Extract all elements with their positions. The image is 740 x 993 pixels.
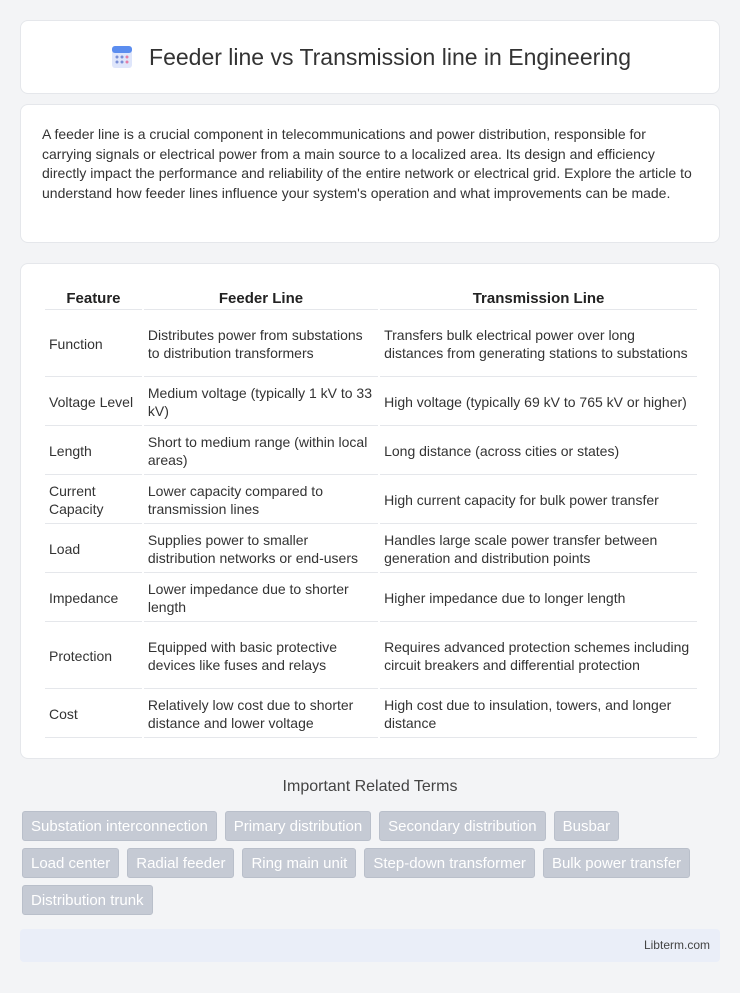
related-term-tag[interactable]: Busbar: [554, 811, 620, 841]
feeder-cell: Relatively low cost due to shorter distance and lower voltage: [144, 691, 378, 738]
table-row: [45, 477, 697, 524]
related-terms-title: Important Related Terms: [282, 778, 458, 795]
related-term-tag[interactable]: Substation interconnection: [22, 811, 217, 841]
feeder-cell: Medium voltage (typically 1 kV to 33 kV): [144, 379, 378, 426]
feeder-cell: Lower impedance due to shorter length: [144, 575, 378, 622]
feeder-cell: Short to medium range (within local areas): [144, 428, 378, 475]
related-term-tag[interactable]: Secondary distribution: [379, 811, 545, 841]
feature-cell: Voltage Level: [45, 379, 142, 426]
related-term-tag[interactable]: Ring main unit: [242, 848, 356, 878]
feeder-cell: Lower capacity compared to transmission lines: [144, 477, 378, 524]
related-term-tag[interactable]: Step-down transformer: [364, 848, 535, 878]
feature-cell: Current Capacity: [45, 477, 142, 524]
feature-cell: Impedance: [45, 575, 142, 622]
feature-cell: Load: [45, 526, 142, 573]
feature-cell: Protection: [45, 624, 142, 689]
related-term-tag[interactable]: Load center: [22, 848, 119, 878]
header-transmission-line: Transmission Line: [380, 286, 697, 310]
page-title: Feeder line vs Transmission line in Engineering: [149, 43, 631, 70]
calculator-icon: [109, 44, 135, 70]
header-feature: Feature: [45, 286, 142, 310]
table-row: [45, 624, 697, 689]
table-header-row: [45, 286, 697, 310]
feeder-cell: Distributes power from substations to distribution transformers: [144, 312, 378, 377]
intro-card: [20, 104, 720, 243]
transmission-cell: Requires advanced protection schemes including circuit breakers and differential protection: [380, 624, 697, 689]
table-row: [45, 526, 697, 573]
comparison-table: [43, 284, 699, 740]
transmission-cell: Higher impedance due to longer length: [380, 575, 697, 622]
table-row: [45, 575, 697, 622]
related-term-tag[interactable]: Radial feeder: [127, 848, 234, 878]
intro-text: A feeder line is a crucial component in telecommunications and power distribution, responsible for carrying signals or electrical power from a main source to a localized area. Its design and efficiency directly impact the performance and reliability of the entire network or electrical grid. Explore the article to understand how feeder lines influence your system's operation and what improvements can be made.: [42, 126, 692, 201]
feeder-cell: Equipped with basic protective devices like fuses and relays: [144, 624, 378, 689]
table-row: [45, 691, 697, 738]
header-feeder-line: Feeder Line: [144, 286, 378, 310]
title-card: [20, 20, 720, 94]
comparison-card: [20, 263, 720, 759]
transmission-cell: High current capacity for bulk power transfer: [380, 477, 697, 524]
transmission-cell: High voltage (typically 69 kV to 765 kV or higher): [380, 379, 697, 426]
transmission-cell: High cost due to insulation, towers, and longer distance: [380, 691, 697, 738]
table-row: [45, 379, 697, 426]
table-row: [45, 312, 697, 377]
transmission-cell: Transfers bulk electrical power over long distances from generating stations to substations: [380, 312, 697, 377]
related-term-tag[interactable]: Bulk power transfer: [543, 848, 690, 878]
transmission-cell: Handles large scale power transfer between generation and distribution points: [380, 526, 697, 573]
feature-cell: Function: [45, 312, 142, 377]
transmission-cell: Long distance (across cities or states): [380, 428, 697, 475]
footer: [20, 929, 720, 962]
related-term-tag[interactable]: Primary distribution: [225, 811, 371, 841]
feature-cell: Length: [45, 428, 142, 475]
related-term-tag[interactable]: Distribution trunk: [22, 885, 153, 915]
feeder-cell: Supplies power to smaller distribution networks or end-users: [144, 526, 378, 573]
table-row: [45, 428, 697, 475]
footer-site-link[interactable]: Libterm.com: [643, 938, 710, 952]
related-terms-list: [22, 811, 722, 915]
feature-cell: Cost: [45, 691, 142, 738]
